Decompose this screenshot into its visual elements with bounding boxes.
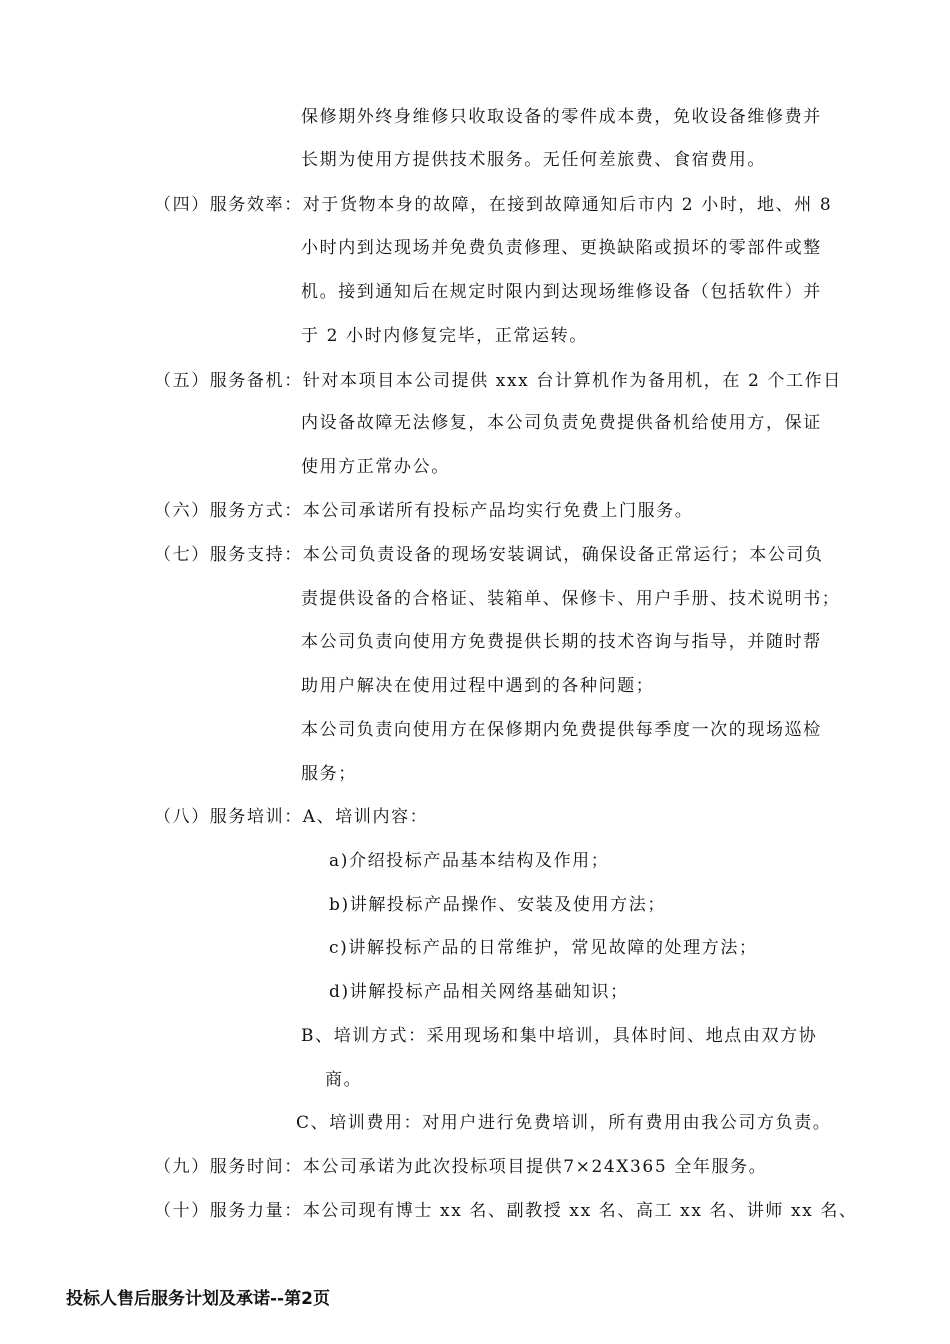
text-line: 本公司负责向使用方在保修期内免费提供每季度一次的现场巡检 (301, 720, 822, 740)
text-line: 商。 (325, 1070, 363, 1090)
text-line: 本公司负责向使用方免费提供长期的技术咨询与指导，并随时帮 (301, 632, 822, 652)
text-line: 使用方正常办公。 (301, 457, 450, 477)
text-line: 机。接到通知后在规定时限内到达现场维修设备（包括软件）并 (301, 282, 822, 302)
page-footer: 投标人售后服务计划及承诺--第2页 (66, 1289, 330, 1309)
training-item-b: b)讲解投标产品操作、安装及使用方法； (329, 895, 666, 915)
section-seven-line: （七）服务支持：本公司负责设备的现场安装调试，确保设备正常运行；本公司负 (154, 545, 824, 565)
training-cost: C、培训费用：对用户进行免费培训，所有费用由我公司方负责。 (296, 1113, 832, 1133)
training-item-c: c)讲解投标产品的日常维护，常见故障的处理方法； (329, 938, 758, 958)
section-eight-line: （八）服务培训：A、培训内容： (154, 807, 429, 827)
text-line: 助用户解决在使用过程中遇到的各种问题； (301, 676, 655, 696)
text-line: 内设备故障无法修复，本公司负责免费提供备机给使用方，保证 (301, 413, 822, 433)
section-six-line: （六）服务方式：本公司承诺所有投标产品均实行免费上门服务。 (154, 501, 694, 521)
section-five-line: （五）服务备机：针对本项目本公司提供 xxx 台计算机作为备用机，在 2 个工作日 (154, 371, 842, 391)
text-line: 保修期外终身维修只收取设备的零件成本费，免收设备维修费并 (301, 107, 822, 127)
section-nine-line: （九）服务时间：本公司承诺为此次投标项目提供7×24X365 全年服务。 (154, 1157, 768, 1177)
section-four-line: （四）服务效率：对于货物本身的故障，在接到故障通知后市内 2 小时，地、州 8 (154, 195, 833, 215)
text-line: 责提供设备的合格证、装箱单、保修卡、用户手册、技术说明书； (301, 589, 841, 609)
section-ten-line: （十）服务力量：本公司现有博士 xx 名、副教授 xx 名、高工 xx 名、讲师 xx 名、 (154, 1201, 858, 1221)
text-line: 小时内到达现场并免费负责修理、更换缺陷或损坏的零部件或整 (301, 238, 822, 258)
text-line: 于 2 小时内修复完毕，正常运转。 (301, 326, 588, 346)
training-item-d: d)讲解投标产品相关网络基础知识； (329, 982, 629, 1002)
training-method: B、培训方式：采用现场和集中培训，具体时间、地点由双方协 (301, 1026, 818, 1046)
text-line: 长期为使用方提供技术服务。无任何差旅费、食宿费用。 (301, 150, 766, 170)
text-line: 服务； (301, 764, 357, 784)
training-item-a: a)介绍投标产品基本结构及作用； (329, 851, 610, 871)
